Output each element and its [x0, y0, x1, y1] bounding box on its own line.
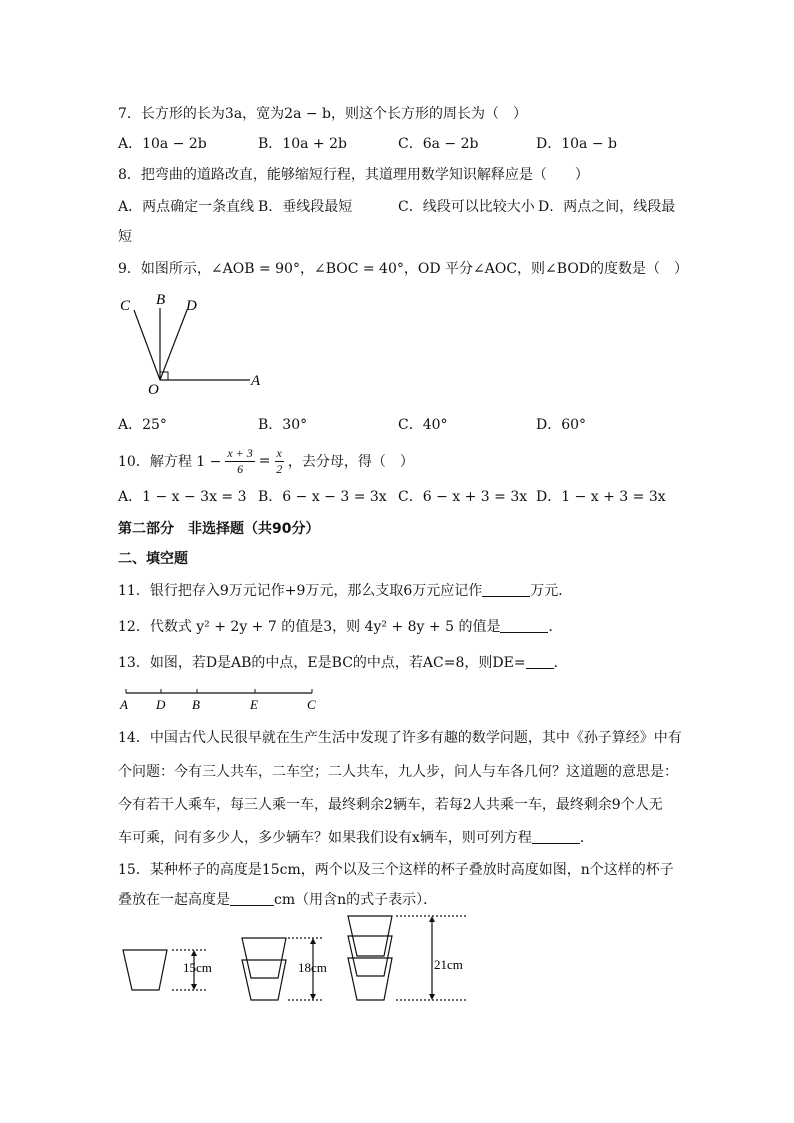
q10-frac1-den: 6: [237, 461, 244, 476]
q10-frac1-num: x + 3: [227, 445, 253, 460]
point-b: B: [192, 697, 200, 712]
q14-line-3: 今有若干人乘车，每三人乘一车，最终剩余2辆车，若每2人共乘一车，最终剩余9个人无: [118, 797, 663, 813]
label-b: B: [156, 292, 166, 308]
q15-line-2: [118, 890, 437, 910]
section-2-subtitle: 二、填空题: [118, 551, 188, 567]
q15-text-after: cm（用含n的式子表示）．: [274, 892, 438, 908]
q14-text-before: 车可乘，问有多少人，多少辆车？如果我们设有x辆车，则可列方程: [118, 830, 532, 846]
q13-text-after: ．: [553, 655, 568, 671]
cups-figure: [110, 908, 480, 1008]
point-a: A: [120, 697, 128, 712]
q9-option-b: B．30°: [258, 417, 308, 433]
q14-line-4: [118, 828, 594, 848]
question-8-stem: 8．把弯曲的道路改直，能够缩短行程，其道理用数学知识解释应是（ ）: [118, 167, 589, 183]
q10-option-c: C．6 − x + 3 = 3x: [398, 489, 528, 505]
q7-option-d: D．10a − b: [536, 136, 617, 152]
q8-option-c: C．线段可以比较大小: [398, 199, 535, 215]
q11-text-before: 11．银行把存入9万元记作+9万元，那么支取6万元应记作: [118, 583, 483, 599]
point-d: D: [156, 697, 166, 712]
section-2-title: 第二部分 非选择题（共90分）: [118, 521, 320, 537]
point-c: C: [307, 697, 316, 712]
q7-option-b: B．10a + 2b: [258, 136, 347, 152]
q8-option-a: A．两点确定一条直线: [118, 199, 255, 215]
q13-answer-blank[interactable]: [526, 654, 554, 669]
q9-option-d: D．60°: [536, 417, 587, 433]
q8-option-b: B．垂线段最短: [258, 199, 353, 215]
q8-option-d: D．两点之间，线段最: [538, 199, 676, 215]
question-10-stem: [118, 443, 414, 479]
q11-answer-blank[interactable]: [482, 582, 530, 597]
q13-text-before: 13．如图，若D是AB的中点，E是BC的中点，若AC=8，则DE=: [118, 655, 526, 671]
q10-option-b: B．6 − x − 3 = 3x: [258, 489, 387, 505]
q10-suffix: ，去分母，得（ ）: [287, 454, 414, 470]
q10-equals: =: [258, 453, 271, 469]
q7-option-a: A．10a − 2b: [118, 136, 207, 152]
q14-line-1: 14．中国古代人民很早就在生产生活中发现了许多有趣的数学问题，其中《孙子算经》中有: [118, 730, 682, 746]
height-label-1: 15cm: [183, 960, 212, 975]
q10-fraction-2: [275, 446, 284, 477]
q10-fraction-1: [225, 446, 254, 477]
q14-line-2: 个问题：今有三人共车，二车空；二人共车，九人步，问人与车各几何？这道题的意思是：: [118, 764, 678, 780]
q10-option-a: A．1 − x − 3x = 3: [118, 489, 247, 505]
label-o: O: [148, 382, 159, 398]
point-e: E: [250, 697, 258, 712]
height-label-3: 21cm: [434, 957, 463, 972]
segment-figure: [112, 680, 332, 714]
q10-option-d: D．1 − x + 3 = 3x: [536, 489, 666, 505]
question-7-stem: 7．长方形的长为3a，宽为2a − b，则这个长方形的周长为（ ）: [118, 106, 528, 122]
q7-option-c: C．6a − 2b: [398, 136, 479, 152]
q11-text-after: 万元．: [530, 583, 573, 599]
q10-prefix: 10．解方程 1 −: [118, 454, 222, 470]
q12-text-before: 12．代数式 y² + 2y + 7 的值是3，则 4y² + 8y + 5 的值是: [118, 619, 501, 635]
q15-answer-blank[interactable]: [230, 891, 274, 906]
q10-frac2-num: x: [276, 445, 282, 460]
q10-frac2-den: 2: [276, 461, 283, 476]
q14-text-after: ．: [579, 830, 594, 846]
height-label-2: 18cm: [298, 960, 327, 975]
q15-text-before: 叠放在一起高度是: [118, 892, 230, 908]
question-9-stem: 9．如图所示，∠AOB = 90°，∠BOC = 40°，OD 平分∠AOC，则∠BOD的度数是（ ）: [118, 261, 689, 277]
question-12: [118, 617, 562, 637]
question-13: [118, 653, 568, 673]
q15-line-1: 15．某种杯子的高度是15cm，两个以及三个这样的杯子叠放时高度如图，n个这样的杯子: [118, 862, 674, 878]
label-d: D: [186, 298, 197, 314]
q8-option-d-wrap: 短: [118, 229, 132, 245]
q14-answer-blank[interactable]: [532, 829, 580, 844]
question-11: [118, 581, 572, 601]
q12-answer-blank[interactable]: [500, 618, 548, 633]
angle-figure: [110, 288, 280, 398]
q12-text-after: ．: [548, 619, 563, 635]
q9-option-c: C．40°: [398, 417, 448, 433]
label-c: C: [120, 298, 131, 314]
q9-option-a: A．25°: [118, 417, 167, 433]
label-a: A: [251, 373, 261, 389]
